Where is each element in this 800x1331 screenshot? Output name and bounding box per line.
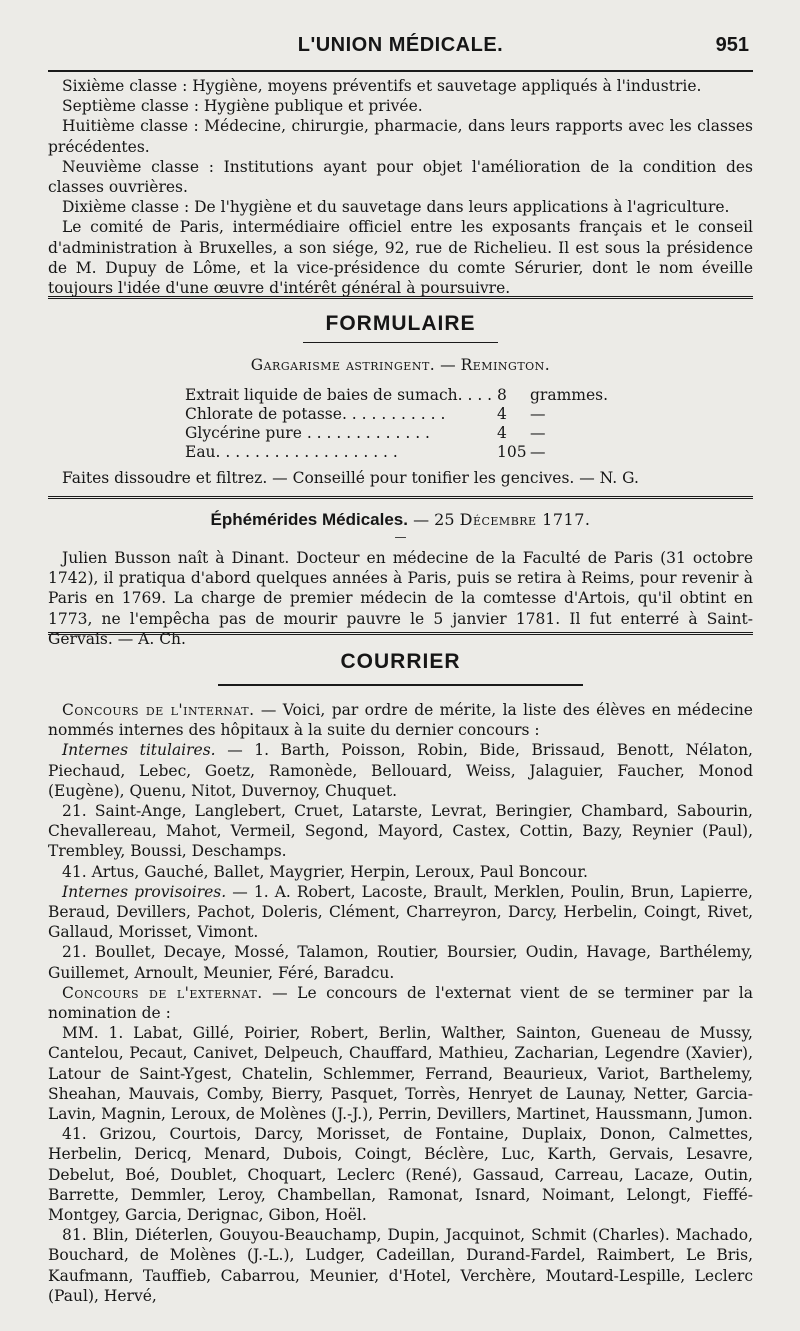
ingredient-qty: 4 <box>497 405 507 423</box>
recipe-name: Gargarisme astringent. <box>250 356 436 374</box>
ephemerides-separator: — <box>394 530 407 544</box>
provisoires-list-1: — 1. A. Robert, Lacoste, Brault, Merklen, Poulin, Brun, Lapierre, Beraud, Devillers, Pachot, Doleris, Clément, Charreyron, Darcy, Herbelin, Coingt, Rivet, Gallaud, Morisset, Vimont. <box>48 882 753 942</box>
ingredient-qty: 105 <box>497 443 527 461</box>
ingredient-qty: 4 <box>497 424 507 442</box>
ingredient-unit: — <box>530 443 546 461</box>
provisoires-label: Internes provisoires. <box>62 882 227 901</box>
ingredient-name: Glycérine pure . . . . . . . . . . . . . <box>185 424 430 442</box>
ingredient-row <box>185 405 605 424</box>
externat-paragraph <box>48 983 753 1023</box>
recipe-heading <box>48 356 753 374</box>
externat-list-1: MM. 1. Labat, Gillé, Poirier, Robert, Berlin, Walther, Sainton, Gueneau de Mussy, Cantelou, Pecaut, Canivet, Delpeuch, Chauffard, Mathieu, Zacharian, Legendre (Xavier), Latour de Saint-Ygest, Chatelin, Schlemmer, Ferrand, Beaurieux, Variot, Barthelemy, Sheahan, Mauvais, Comby, Bierry, Pasquet, Torrès, Henryet de Launay, Netter, Garcia-Lavin, Magnin, Leroux, de Molènes (J.-J.), Perrin, Devillers, Martinet, Haussmann, Jumon. <box>48 1024 753 1124</box>
header-rule <box>48 70 753 72</box>
ingredient-name: Eau. . . . . . . . . . . . . . . . . . . <box>185 443 398 461</box>
ephemerides-title: Éphémérides Médicales. <box>210 510 408 529</box>
internat-paragraph <box>48 700 753 740</box>
externat-intro: — Le concours de l'externat vient de se terminer par la nomination de : <box>48 983 753 1023</box>
courrier-body <box>48 700 753 1306</box>
ingredient-qty: 8 <box>497 386 507 404</box>
running-header <box>48 34 753 64</box>
comite-paragraph: Le comité de Paris, intermédiaire officiel entre les exposants français et le conseil d'administration à Bruxelles, a son siége, 92, rue de Richelieu. Il est sous la présidence de M. Dupuy de Lôme, et la vice-présidence du comte Sérurier, dont le nom éveille toujours l'idée d'une œuvre d'intérêt général à poursuivre. <box>48 218 753 298</box>
externat-label: Concours de l'externat. <box>62 983 263 1002</box>
externat-list-41: 41. Grizou, Courtois, Darcy, Morisset, de Fontaine, Duplaix, Donon, Calmettes, Herbelin, Dericq, Menard, Dubois, Coingt, Béclère, Luc, Karth, Gervais, Lesavre, Debelut, Boé, Doublet, Choquart, Leclerc (René), Gassaud, Carreau, Lacaze, Outin, Barrette, Demmler, Leroy, Chambellan, Ramonat, Isnard, Noimant, Lelongt, Fieffé-Montgey, Garcia, Derignac, Gibon, Hoël. <box>48 1125 753 1225</box>
recipe-note <box>48 468 753 488</box>
courrier-title: COURRIER <box>340 650 461 673</box>
ephemerides-title-line <box>48 510 753 530</box>
ingredient-row <box>185 443 605 462</box>
internat-label: Concours de l'internat. <box>62 701 255 719</box>
provisoires-paragraph <box>48 882 753 943</box>
ingredient-unit: — <box>530 424 546 442</box>
ephemerides-date: Décembre 1717. <box>459 510 591 529</box>
section-rule <box>48 496 753 502</box>
ephemerides-text: Julien Busson naît à Dinant. Docteur en médecine de la Faculté de Paris (31 octobre 1742), il pratiqua d'abord quelques années à Paris, puis se retira à Reims, pour revenir à Paris en 1769. La charge de premier médecin de la comtesse d'Artois, qu'il obtint en 1773, ne l'empêcha pas de mourir pauvre le 5 janvier 1781. Il fut enterré à Saint-Gervais. — A. Ch. <box>48 549 753 648</box>
titulaires-paragraph <box>48 740 753 801</box>
ephemerides-day: — 25 <box>413 510 455 529</box>
class-9: Neuvième classe : Institutions ayant pour objet l'amélioration de la condition des classes ouvrières. <box>48 157 753 197</box>
provisoires-list-21: 21. Boullet, Decaye, Mossé, Talamon, Routier, Boursier, Oudin, Havage, Barthélemy, Guillemet, Arnoult, Meunier, Féré, Baradcu. <box>48 943 753 982</box>
class-10: Dixième classe : De l'hygiène et du sauvetage dans leurs applications à l'agriculture. <box>62 198 730 217</box>
class-7: Septième classe : Hygiène publique et privée. <box>62 97 423 116</box>
journal-title: L'UNION MÉDICALE. <box>297 34 504 56</box>
exposition-classes <box>48 76 753 298</box>
courrier-underline <box>218 684 583 686</box>
ingredient-name: Chlorate de potasse. . . . . . . . . . . <box>185 405 446 423</box>
class-6: Sixième classe : Hygiène, moyens préventifs et sauvetage appliqués à l'industrie. <box>62 77 702 95</box>
recipe-ingredients <box>185 386 609 462</box>
ingredient-unit: — <box>530 405 546 423</box>
recipe-note-text: Faites dissoudre et filtrez. — Conseillé pour tonifier les gencives. — N. G. <box>62 469 639 487</box>
ingredient-row <box>185 386 609 405</box>
titulaires-list-21: 21. Saint-Ange, Langlebert, Cruet, Latarste, Levrat, Beringier, Chambard, Sabourin, Chevallereau, Mahot, Vermeil, Segond, Mayord, Castex, Cottin, Bazy, Reynier (Paul), Trembley, Boussi, Deschamps. <box>48 802 753 861</box>
externat-list-81: 81. Blin, Diéterlen, Gouyou-Beauchamp, Dupin, Jacquinot, Schmit (Charles). Machado, Bouchard, de Molènes (J.-L.), Ludger, Cadeillan, Durand-Fardel, Raimbert, Le Bris, Kaufmann, Tauffieb, Cabarrou, Meunier, d'Hotel, Verchère, Moutard-Lespille, Leclerc (Paul), Hervé, <box>48 1226 753 1305</box>
page-number: 951 <box>715 34 749 56</box>
recipe-author: Remington. <box>460 356 551 374</box>
ingredient-row <box>185 424 605 443</box>
internat-intro: — Voici, par ordre de mérite, la liste des élèves en médecine nommés internes des hôpitaux à la suite du dernier concours : <box>48 701 753 740</box>
recipe-dash: — <box>440 356 456 374</box>
formulaire-title: FORMULAIRE <box>325 312 476 335</box>
ingredient-unit: grammes. <box>530 386 609 404</box>
class-8: Huitième classe : Médecine, chirurgie, pharmacie, dans leurs rapports avec les classes précédentes. <box>48 117 753 156</box>
titulaires-list-41: 41. Artus, Gauché, Ballet, Maygrier, Herpin, Leroux, Paul Boncour. <box>62 862 588 881</box>
section-rule <box>48 632 753 638</box>
ingredient-name: Extrait liquide de baies de sumach. . . . <box>185 386 493 404</box>
formulaire-underline <box>303 342 498 343</box>
section-rule <box>48 296 753 302</box>
titulaires-label: Internes titulaires. <box>62 741 216 760</box>
titulaires-list-1: — 1. Barth, Poisson, Robin, Bide, Brissaud, Benott, Nélaton, Piechaud, Lebec, Goetz, Ramonède, Bellouard, Weiss, Jalaguier, Faucher, Monod (Eugène), Quenu, Nitot, Duvernoy, Chuquet. <box>48 741 753 800</box>
